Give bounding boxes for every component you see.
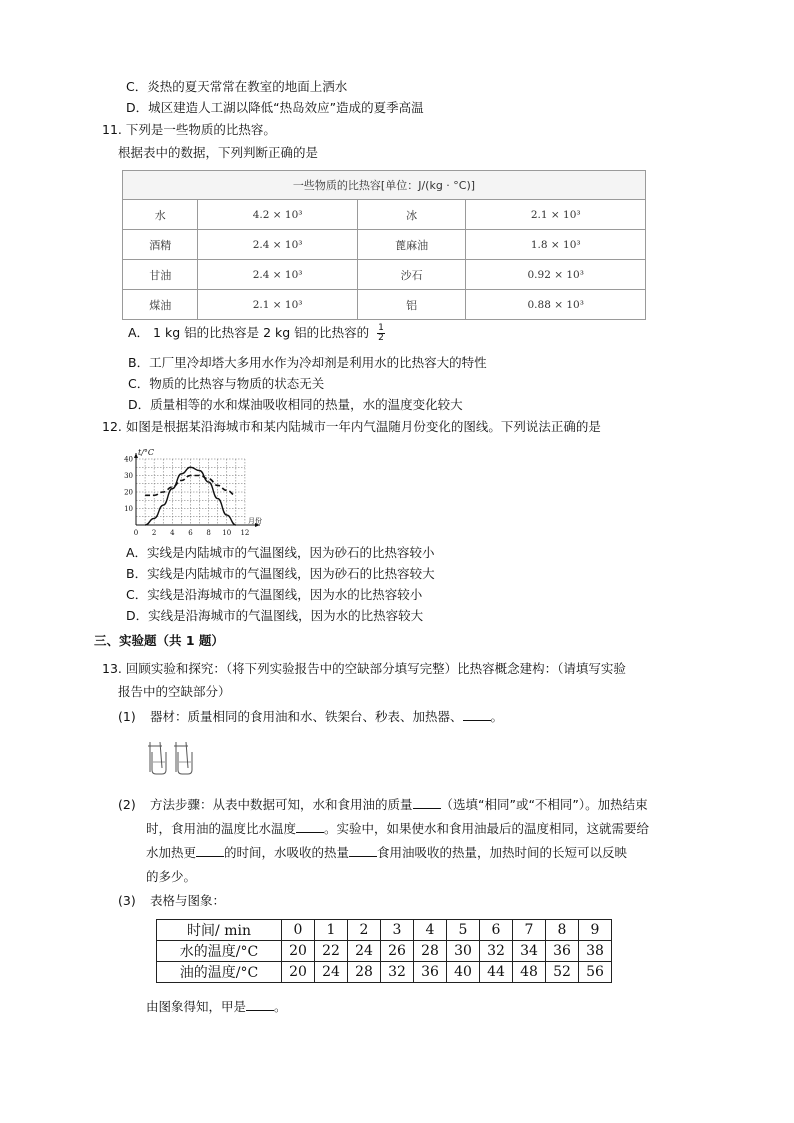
q13-part2-line1 <box>118 796 648 814</box>
x-tick-label: 10 <box>222 529 232 537</box>
x-tick-label: 2 <box>151 529 157 537</box>
table-cell: 34 <box>513 941 546 962</box>
part-text: 时，食用油的温度比水温度 <box>146 821 297 836</box>
conclusion-text: 由图象得知，甲是 <box>146 999 247 1014</box>
table-cell: 水的温度/°C <box>157 941 282 962</box>
table-cell: 酒精 <box>123 230 198 260</box>
beakers-icon <box>146 738 206 784</box>
table-cell: 30 <box>447 941 480 962</box>
table-cell: 油的温度/°C <box>157 962 282 983</box>
table-cell: 40 <box>447 962 480 983</box>
q11-number: 11. <box>102 122 122 137</box>
table-cell: 22 <box>315 941 348 962</box>
q13-stem-line1 <box>102 660 626 678</box>
table-cell: 2.4 × 10³ <box>198 260 357 290</box>
table-cell: 36 <box>546 941 579 962</box>
table-header-row <box>157 920 612 941</box>
table-cell: 20 <box>282 962 315 983</box>
table-header: 2 <box>348 920 381 941</box>
table-cell: 2.1 × 10³ <box>466 200 646 230</box>
table-row <box>157 962 612 983</box>
part-number: (2) <box>118 797 136 812</box>
fraction-numerator: 1 <box>378 323 384 333</box>
q13-part2-line2 <box>146 820 649 838</box>
table-row <box>123 200 646 230</box>
q13-part3 <box>118 892 225 910</box>
table-cell: 2.1 × 10³ <box>198 290 357 320</box>
answer-blank[interactable] <box>349 844 377 857</box>
answer-blank[interactable] <box>196 844 224 857</box>
table-cell: 0.88 × 10³ <box>466 290 646 320</box>
y-tick-label: 30 <box>124 472 133 480</box>
q11-option-d: D．质量相等的水和煤油吸收相同的热量，水的温度变化较大 <box>128 397 463 412</box>
table-cell: 56 <box>579 962 612 983</box>
table-cell: 甘油 <box>123 260 198 290</box>
temperature-chart <box>118 439 278 539</box>
table-header: 6 <box>480 920 513 941</box>
x-tick-label: 8 <box>206 529 211 537</box>
table-cell: 36 <box>414 962 447 983</box>
temperature-table <box>156 919 612 983</box>
table-header: 时间/ min <box>157 920 282 941</box>
answer-blank[interactable] <box>463 708 491 721</box>
answer-blank[interactable] <box>246 998 274 1011</box>
table-cell: 0.92 × 10³ <box>466 260 646 290</box>
q12-option-d: D．实线是沿海城市的气温图线，因为水的比热容较大 <box>126 608 424 623</box>
q12-stem <box>102 418 601 436</box>
table-cell: 4.2 × 10³ <box>198 200 357 230</box>
answer-blank[interactable] <box>296 820 324 833</box>
table-cell: 32 <box>480 941 513 962</box>
table-cell: 48 <box>513 962 546 983</box>
q13-conclusion <box>146 998 287 1016</box>
q10-option-c: C．炎热的夏天常常在教室的地面上洒水 <box>126 79 348 94</box>
part-text: 。实验中，如果使水和食用油最后的温度相同，这就需要给 <box>324 821 650 836</box>
x-tick-label: 4 <box>170 529 175 537</box>
table-cell: 沙石 <box>357 260 466 290</box>
part-text: 水加热更 <box>146 845 197 860</box>
q13-part2-line3 <box>146 844 627 862</box>
section-title: 三、实验题（共 1 题） <box>94 633 224 648</box>
table-row <box>123 260 646 290</box>
specific-heat-table <box>122 170 646 320</box>
q10-option-d: D．城区建造人工湖以降低“热岛效应”造成的夏季高温 <box>126 100 424 115</box>
y-tick-label: 20 <box>124 488 133 497</box>
q11-option-b: B．工厂里冷却塔大多用水作为冷却剂是利用水的比热容大的特性 <box>128 355 487 370</box>
table-cell: 52 <box>546 962 579 983</box>
y-tick-label: 10 <box>124 505 133 513</box>
table-cell: 煤油 <box>123 290 198 320</box>
q11-stem-text: 下列是一些物质的比热容。 <box>125 122 276 137</box>
part-number: (3) <box>118 893 136 908</box>
table-cell: 26 <box>381 941 414 962</box>
q11-intro: 根据表中的数据，下列判断正确的是 <box>118 145 319 160</box>
y-axis-label: t/°C <box>138 448 155 457</box>
fraction <box>377 324 385 343</box>
q13-part1 <box>118 708 503 726</box>
table-cell: 冰 <box>357 200 466 230</box>
part-text: 食用油吸收的热量，加热时间的长短可以反映 <box>377 845 628 860</box>
table-cell: 28 <box>348 962 381 983</box>
part-text: 表格与图象： <box>149 893 225 908</box>
x-tick-label: 6 <box>188 529 193 537</box>
table-cell: 38 <box>579 941 612 962</box>
q11-stem <box>102 121 276 139</box>
fraction-denominator: 2 <box>378 333 384 343</box>
table-row <box>157 941 612 962</box>
table-cell: 1.8 × 10³ <box>466 230 646 260</box>
q12-option-c: C．实线是沿海城市的气温图线，因为水的比热容较小 <box>126 587 423 602</box>
q12-number: 12. <box>102 419 122 434</box>
q13-part2-line4: 的多少。 <box>146 869 197 884</box>
table-header: 3 <box>381 920 414 941</box>
q11-option-a-text: A． 1 kg 铝的比热容是 2 kg 铝的比热容的 <box>128 325 370 340</box>
table-cell: 蓖麻油 <box>357 230 466 260</box>
q11-option-a <box>128 322 385 344</box>
table-header: 9 <box>579 920 612 941</box>
part-text: （选填“相同”或“不相同”）。加热结束 <box>440 797 648 812</box>
table-header: 7 <box>513 920 546 941</box>
table-caption: 一些物质的比热容[单位：J/(kg · °C)] <box>123 171 646 200</box>
part-text-end: 。 <box>490 709 504 724</box>
q12-option-b: B．实线是内陆城市的气温图线，因为砂石的比热容较大 <box>126 566 435 581</box>
part-text: 方法步骤：从表中数据可知，水和食用油的质量 <box>149 797 413 812</box>
table-header: 1 <box>315 920 348 941</box>
table-header: 5 <box>447 920 480 941</box>
table-header: 0 <box>282 920 315 941</box>
table-header: 8 <box>546 920 579 941</box>
part-text: 器材：质量相同的食用油和水、铁架台、秒表、加热器、 <box>149 709 463 724</box>
table-cell: 铝 <box>357 290 466 320</box>
table-cell: 32 <box>381 962 414 983</box>
table-header: 4 <box>414 920 447 941</box>
q11-option-c: C．物质的比热容与物质的状态无关 <box>128 376 325 391</box>
table-row <box>123 230 646 260</box>
answer-blank[interactable] <box>413 796 441 809</box>
table-cell: 28 <box>414 941 447 962</box>
q12-option-a: A．实线是内陆城市的气温图线，因为砂石的比热容较小 <box>126 545 435 560</box>
q13-number: 13. <box>102 661 122 676</box>
table-cell: 24 <box>315 962 348 983</box>
table-row <box>123 290 646 320</box>
part-number: (1) <box>118 709 136 724</box>
q13-stem-text: 回顾实验和探究：（将下列实验报告中的空缺部分填写完整）比热容概念建构：（请填写实验 <box>125 661 626 676</box>
table-cell: 20 <box>282 941 315 962</box>
x-tick-label: 0 <box>133 529 139 537</box>
table-cell: 水 <box>123 200 198 230</box>
table-cell: 24 <box>348 941 381 962</box>
table-cell: 44 <box>480 962 513 983</box>
y-tick-label: 40 <box>124 455 133 464</box>
chart-axes <box>134 453 260 527</box>
q13-stem-line2: 报告中的空缺部分） <box>118 684 231 699</box>
table-cell: 2.4 × 10³ <box>198 230 357 260</box>
x-tick-label: 12 <box>240 529 250 537</box>
conclusion-end: 。 <box>274 999 287 1014</box>
part-text: 的时间，水吸收的热量 <box>224 845 350 860</box>
q12-stem-text: 如图是根据某沿海城市和某内陆城市一年内气温随月份变化的图线。下列说法正确的是 <box>125 419 601 434</box>
x-axis-label: 月份 <box>248 517 262 525</box>
